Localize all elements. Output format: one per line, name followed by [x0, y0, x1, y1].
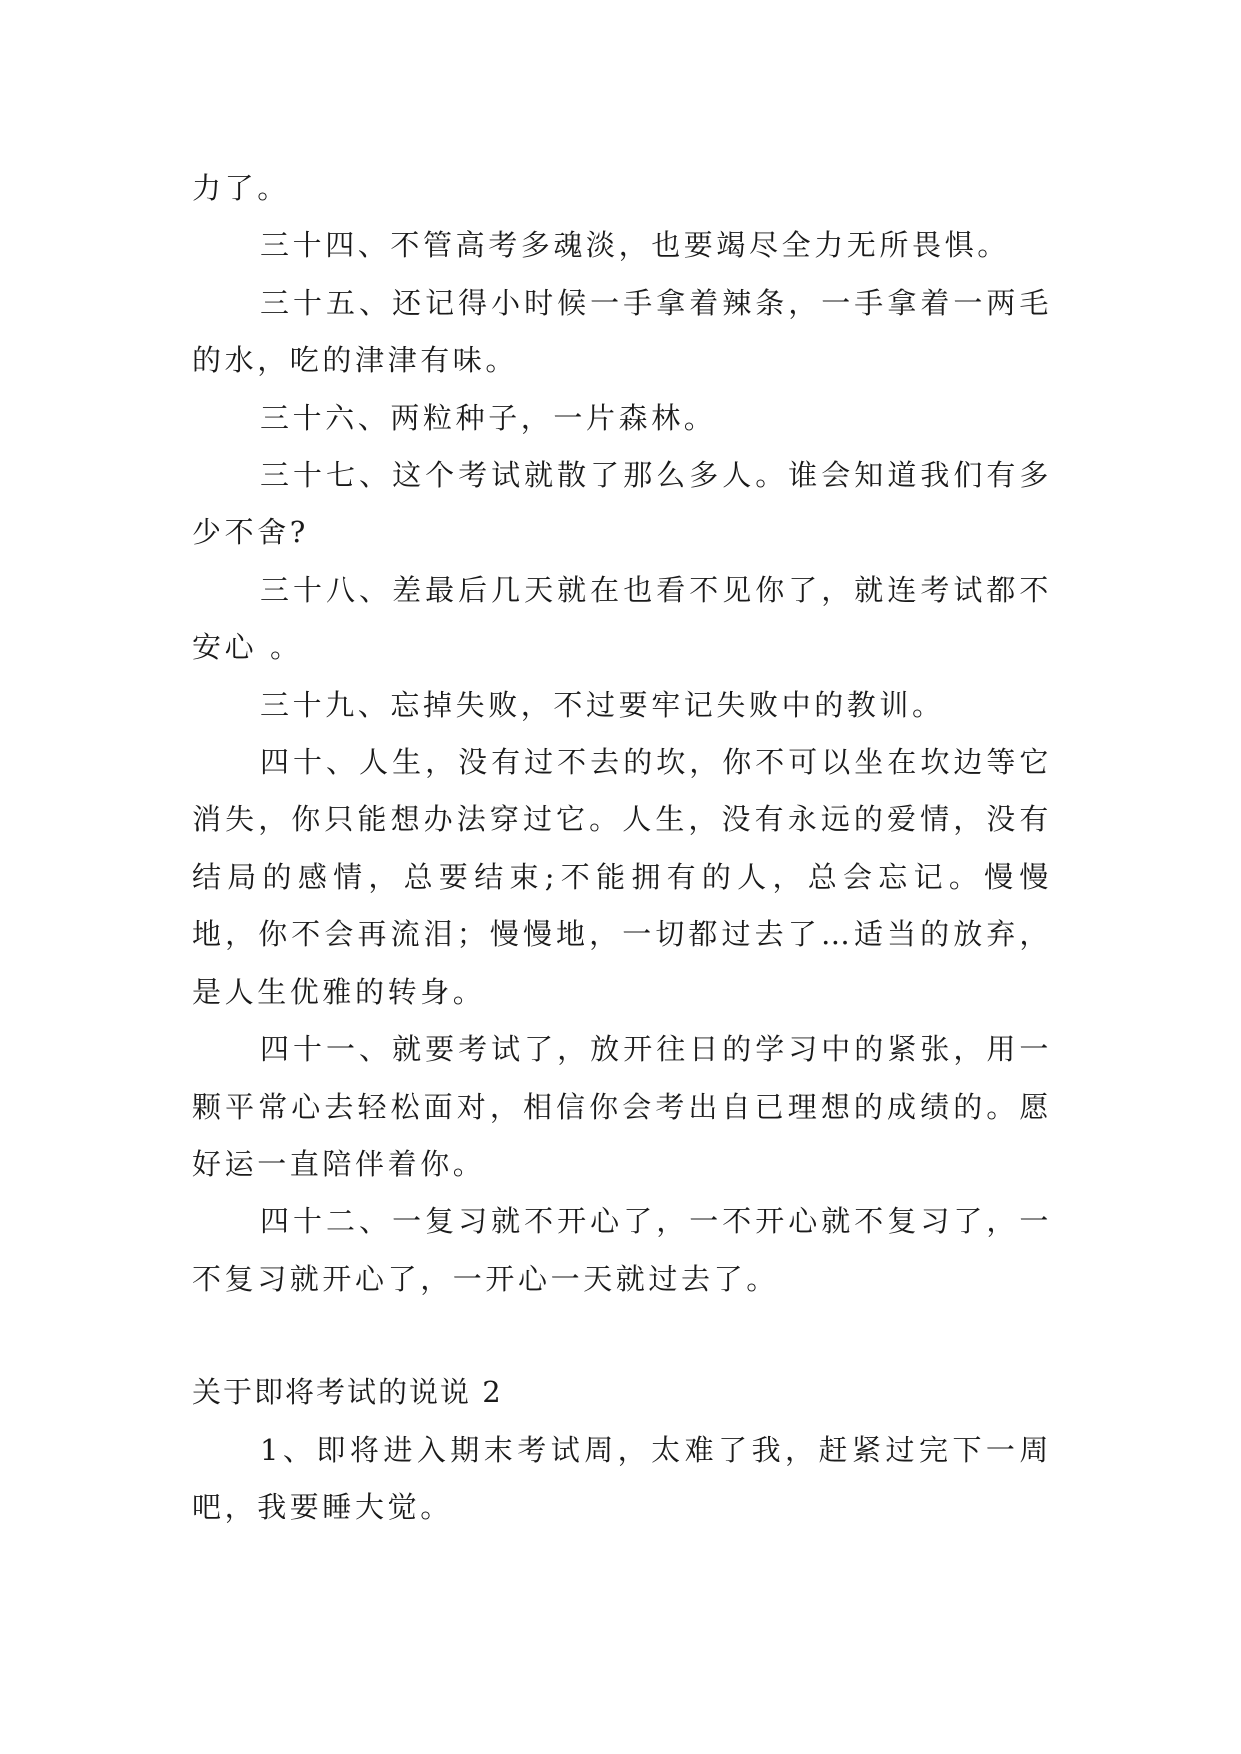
paragraph-38: 三十八、差最后几天就在也看不见你了，就连考试都不安心 。 — [192, 572, 1052, 665]
paragraph-section2-1: 1、即将进入期末考试周，太难了我，赶紧过完下一周吧，我要睡大觉。 — [192, 1432, 1052, 1524]
section-title: 关于即将考试的说说 2 — [192, 1375, 503, 1410]
paragraph-42: 四十二、一复习就不开心了，一不开心就不复习了，一不复习就开心了，一开心一天就过去了。 — [192, 1204, 1052, 1296]
paragraph-41: 四十一、就要考试了，放开往日的学习中的紧张，用一颗平常心去轻松面对，相信你会考出自已理想的成绩的。愿好运一直陪伴着你。 — [192, 1032, 1052, 1181]
paragraph-continuation: 力了。 — [192, 171, 290, 205]
paragraph-36: 三十六、两粒种子，一片森林。 — [260, 400, 717, 435]
paragraph-34: 三十四、不管高考多魂淡，也要竭尽全力无所畏惧。 — [260, 228, 1010, 263]
paragraph-35: 三十五、还记得小时候一手拿着辣条，一手拿着一两毛的水，吃的津津有味。 — [192, 285, 1052, 378]
paragraph-39: 三十九、忘掉失败，不过要牢记失败中的教训。 — [260, 687, 945, 722]
paragraph-40: 四十、人生，没有过不去的坎，你不可以坐在坎边等它消失，你只能想办法穿过它。人生，没有永远的爱情，没有结局的感情，总要结束;不能拥有的人，总会忘记。慢慢地，你不会再流泪；慢慢地，一切都过去了…适当的放弃，是人生优雅的转身。 — [192, 745, 1052, 1009]
document-body — [192, 160, 1052, 1536]
paragraph-37: 三十七、这个考试就散了那么多人。谁会知道我们有多少不舍? — [192, 458, 1052, 550]
